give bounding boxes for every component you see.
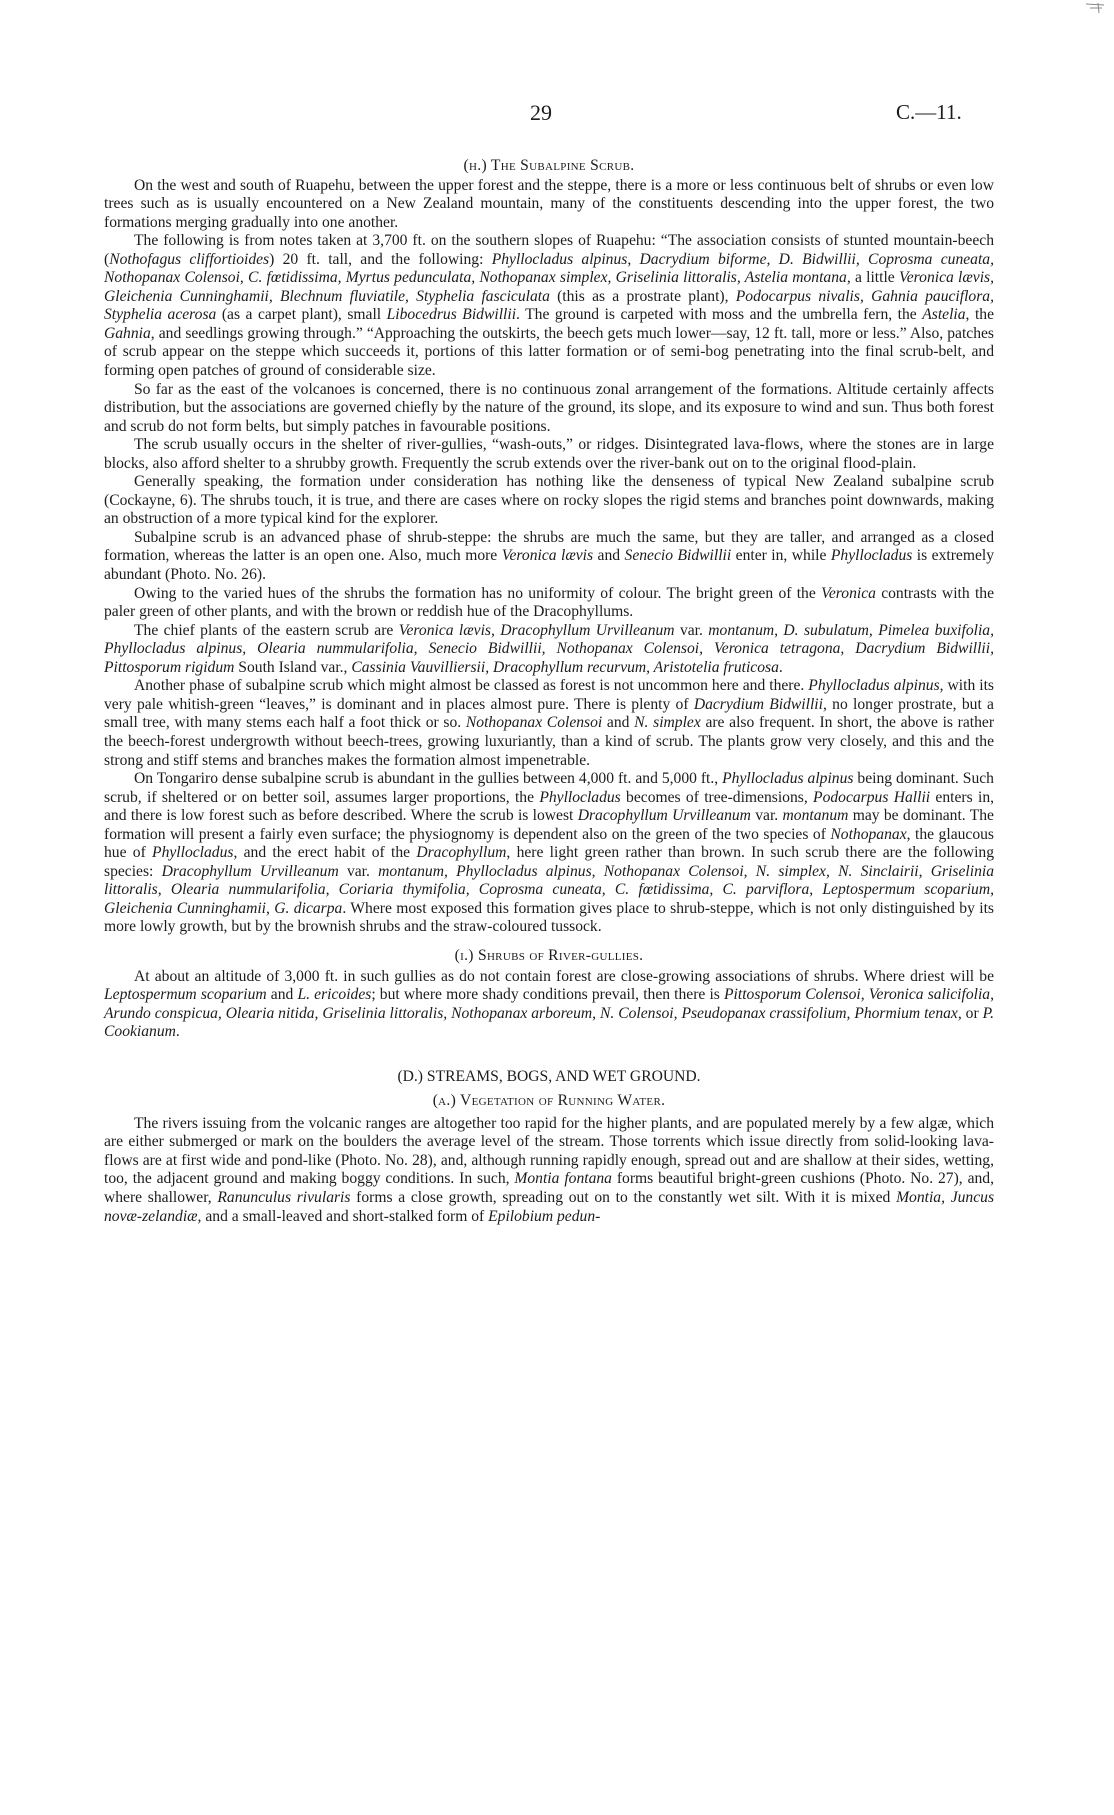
paragraph-8: The chief plants of the eastern scrub are Veronica lævis, Dracophyllum Urvilleanum var. montanum, D. subulatum, Pimelea buxifolia, Phyllocladus alpinus, Olearia nummularifolia, Senecio Bidwillii, Nothopanax Colensoi, Veronica tetragona, Dacrydium Bidwillii, Pittosporum rigidum South Island var., Cassinia Vauvilliersii, Dracophyllum recurvum, Aristotelia fruticosa. (104, 621, 995, 676)
corner-scan-mark (1084, 2, 1106, 14)
document-reference: C.—11. (896, 100, 962, 124)
paragraph-9: Another phase of subalpine scrub which might almost be classed as forest is not uncommon here and there. Phyllocladus alpinus, with its very pale whitish-green “leaves,” is dominant and in places almost pure. There is plenty of Dacrydium Bidwillii, no longer prostrate, but a small tree, with many stems each half a foot thick or so. Nothopanax Colensoi and N. simplex are also frequent. In short, the above is rather the beech-forest undergrowth without beech-trees, growing luxuriantly, than a kind of scrub. The plants grow very closely, and this and the strong and stiff stems and branches makes the formation almost impenetrable. (104, 677, 995, 769)
paragraph-7: Owing to the varied hues of the shrubs the formation has no uniformity of colour. The bright green of the Veronica contrasts with the paler green of other plants, and with the brown or reddish hue of the Dracophyllums. (104, 584, 994, 621)
paragraph-3: So far as the east of the volcanoes is concerned, there is no continuous zonal arrangement of the formations. Altitude certainly affects distribution, but the associations are governed chiefly by the nature of the ground, its slope, and its exposure to wind and sun. Thus both forest and scrub do not form belts, but simply patches in favourable positions. (104, 380, 994, 435)
paragraph-2: The following is from notes taken at 3,700 ft. on the southern slopes of Ruapehu: “The association consists of stunted mountain-beech (Nothofagus cliffortioides) 20 ft. tall, and the following: Phyllocladus alpinus, Dacrydium biforme, D. Bidwillii, Coprosma cuneata, Nothopanax Colensoi, C. fœtidissima, Myrtus pedunculata, Nothopanax simplex, Griselinia littoralis, Astelia montana, a little Veronica lævis, Gleichenia Cunninghamii, Blechnum fluviatile, Styphelia fasciculata (this as a prostrate plant), Podocarpus nivalis, Gahnia pauciflora, Styphelia acerosa (as a carpet plant), small Libocedrus Bidwillii. The ground is carpeted with moss and the umbrella fern, the Astelia, the Gahnia, and seedlings growing through.” “Approaching the outskirts, the beech gets much lower—say, 12 ft. tall, more or less.” Also, patches of scrub appear on the steppe which succeeds it, portions of this latter formation or of semi-bog penetrating into the final scrub-belt, and forming open patches of ground of considerable size. (104, 232, 994, 380)
paragraph-10: On Tongariro dense subalpine scrub is abundant in the gullies between 4,000 ft. and 5,000 ft., Phyllocladus alpinus being dominant. Such scrub, if sheltered or on better soil, assumes larger proportions, the Phyllocladus becomes of tree-dimensions, Podocarpus Hallii enters in, and there is low forest such as before described. Where the scrub is lowest Dracophyllum Urvilleanum var. montanum may be dominant. The formation will present a fairly even surface; the physiognomy is dependent also on the green of the two species of Nothopanax, the glaucous hue of Phyllocladus, and the erect habit of the Dracophyllum, here light green rather than brown. In such scrub there are the following species: Dracophyllum Urvilleanum var. montanum, Phyllocladus alpinus, Nothopanax Colensoi, N. simplex, N. Sinclairii, Griselinia littoralis, Olearia nummularifolia, Coriaria thymifolia, Coprosma cuneata, C. fœtidissima, C. parviflora, Leptospermum scoparium, Gleichenia Cunninghamii, G. dicarpa. Where most exposed this formation gives place to shrub-steppe, which is not only distinguished by its more lowly growth, but by the brownish shrubs and the straw-coloured tussock. (104, 770, 995, 936)
section-heading-d: (D.) STREAMS, BOGS, AND WET GROUND. (397, 1067, 701, 1085)
paragraph-6: Subalpine scrub is an advanced phase of shrub-steppe: the shrubs are much the same, but they are taller, and arranged as a closed formation, whereas the latter is an open one. Also, much more Veronica lævis and Senecio Bidwillii enter in, while Phyllocladus is extremely abundant (Photo. No. 26). (104, 528, 995, 584)
paragraph-4: The scrub usually occurs in the shelter of river-gullies, “wash-outs,” or ridges. Disintegrated lava-flows, where the stones are in large blocks, also afford shelter to a shrubby growth. Frequently the scrub extends over the river-bank out on to the original flood-plain. (104, 436, 994, 472)
paragraph-11: At about an altitude of 3,000 ft. in such gullies as do not contain forest are close-growing associations of shrubs. Where driest will be Leptospermum scoparium and L. ericoides; but where more shady conditions prevail, then there is Pittosporum Colensoi, Veronica salicifolia, Arundo conspicua, Olearia nitida, Griselinia littoralis, Nothopanax arboreum, N. Colensoi, Pseudopanax crassifolium, Phormium tenax, or P. Cookianum. (104, 967, 994, 1041)
paragraph-12: The rivers issuing from the volcanic ranges are altogether too rapid for the higher plants, and are populated merely by a few algæ, which are either submerged or mark on the boulders the average level of the stream. Those torrents which issue directly from solid-looking lava-flows are at first wide and pond-like (Photo. No. 28), and, although running rapidly enough, spread out and are shallow at their sides, wetting, too, the adjacent ground and making boggy conditions. In such, Montia fontana forms beautiful bright-green cushions (Photo. No. 27), and, where shallower, Ranunculus rivularis forms a close growth, spreading out on to the constantly wet silt. With it is mixed Montia, Juncus novæ-zelandiæ, and a small-leaved and short-stalked form of Epilobium pedun- (104, 1114, 995, 1225)
page-number: 29 (530, 100, 552, 125)
body-text (104, 157, 994, 1226)
paragraph-5: Generally speaking, the formation under consideration has nothing like the denseness of typical New Zealand subalpine scrub (Cockayne, 6). The shrubs touch, it is true, and there are cases where on rocky slopes the rigid stems and branches point downwards, making an obstruction of a more typical kind for the explorer. (104, 473, 994, 528)
section-heading-i: (i.) Shrubs of River-gullies. (454, 946, 644, 964)
section-heading-a: (a.) Vegetation of Running Water. (432, 1092, 666, 1110)
section-heading-h: (h.) The Subalpine Scrub. (463, 157, 635, 174)
paragraph-1: On the west and south of Ruapehu, between the upper forest and the steppe, there is a more or less continuous belt of shrubs or even low trees such as is usually encountered on a New Zealand mountain, many of the constituents descending into the upper forest, the two formations merging gradually into one another. (104, 176, 994, 231)
